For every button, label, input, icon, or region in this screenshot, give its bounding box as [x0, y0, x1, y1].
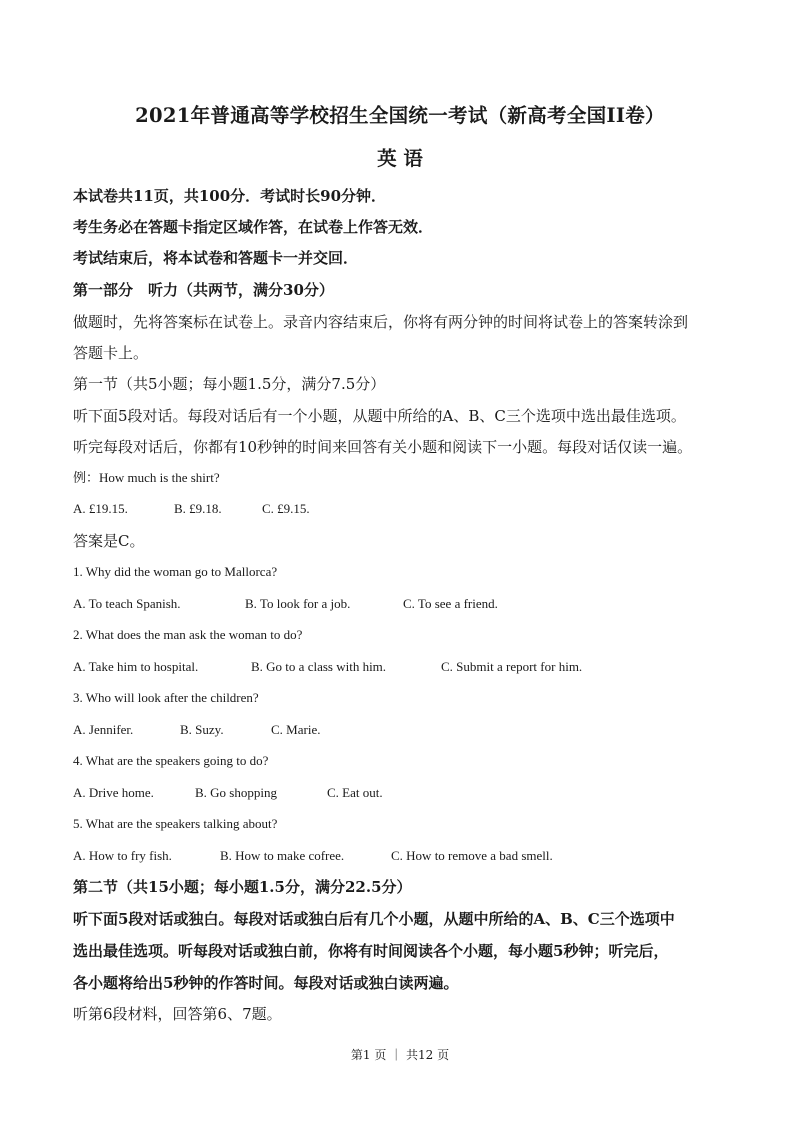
option-a: A. Take him to hospital. — [73, 659, 199, 674]
question-3-options — [73, 720, 320, 740]
question-4: 4. What are the speakers going to do? — [73, 753, 269, 768]
section2-heading: 第二节（共15小题；每小题1.5分，满分22.5分） — [73, 878, 412, 896]
example-question: 例：How much is the shirt? — [73, 470, 220, 485]
option-b: B. Go shopping — [195, 785, 277, 800]
option-c: C. Marie. — [271, 722, 321, 737]
option-c: C. To see a friend. — [403, 596, 498, 611]
notice-line: 考试结束后，将本试卷和答题卡一并交回． — [73, 249, 359, 267]
question-2: 2. What does the man ask the woman to do? — [73, 627, 303, 642]
section2-instruction: 各小题将给出5秒钟的作答时间。每段对话或独白读两遍。 — [73, 974, 459, 992]
question-1-options — [73, 594, 498, 614]
question-4-options — [73, 783, 383, 803]
option-b: B. Suzy. — [180, 722, 224, 737]
question-2-options — [73, 657, 582, 677]
question-5: 5. What are the speakers talking about? — [73, 816, 278, 831]
option-a: A. £19.15. — [73, 501, 128, 516]
option-c: C. Eat out. — [327, 785, 383, 800]
exam-title: 2021年普通高等学校招生全国统一考试（新高考全国II卷） — [135, 104, 665, 127]
example-options — [73, 499, 310, 519]
option-a: A. Jennifer. — [73, 722, 134, 737]
option-a: A. Drive home. — [73, 785, 154, 800]
part1-instruction: 答题卡上。 — [73, 344, 149, 362]
question-3: 3. Who will look after the children? — [73, 690, 259, 705]
option-a: A. How to fry fish. — [73, 848, 172, 863]
section2-instruction: 选出最佳选项。听每段对话或独白前，你将有时间阅读各个小题，每小题5秒钟；听完后， — [73, 942, 669, 960]
example-answer: 答案是C。 — [73, 532, 145, 550]
question-1: 1. Why did the woman go to Mallorca? — [73, 564, 278, 579]
option-c: C. Submit a report for him. — [441, 659, 583, 674]
option-b: B. How to make cofree. — [220, 848, 345, 863]
part1-heading: 第一部分 听力（共两节，满分30分） — [73, 281, 334, 299]
notice-line: 考生务必在答题卡指定区域作答，在试卷上作答无效． — [73, 218, 434, 236]
part1-instruction: 做题时，先将答案标在试卷上。录音内容结束后，你将有两分钟的时间将试卷上的答案转涂到 — [73, 313, 689, 331]
section1-instruction: 听完每段对话后，你都有10秒钟的时间来回答有关小题和阅读下一小题。每段对话仅读一遍。 — [73, 438, 693, 456]
section2-instruction: 听下面5段对话或独白。每段对话或独白后有几个小题，从题中所给的A、B、C三个选项中 — [73, 910, 675, 928]
section1-heading: 第一节（共5小题；每小题1.5分，满分7.5分） — [73, 375, 386, 393]
question-5-options — [73, 846, 553, 866]
subject-title: 英 语 — [377, 147, 423, 170]
option-c: C. How to remove a bad smell. — [391, 848, 553, 863]
option-b: B. To look for a job. — [245, 596, 351, 611]
option-c: C. £9.15. — [262, 501, 310, 516]
option-b: B. £9.18. — [174, 501, 222, 516]
notice-line: 本试卷共11页，共100分．考试时长90分钟． — [73, 187, 387, 205]
option-b: B. Go to a class with him. — [251, 659, 387, 674]
section2-material: 听第6段材料，回答第6、7题。 — [73, 1005, 282, 1023]
section1-instruction: 听下面5段对话。每段对话后有一个小题，从题中所给的A、B、C三个选项中选出最佳选项。 — [73, 407, 686, 425]
page-footer: 第1 页 ｜ 共12 页 — [350, 1048, 450, 1062]
option-a: A. To teach Spanish. — [73, 596, 181, 611]
